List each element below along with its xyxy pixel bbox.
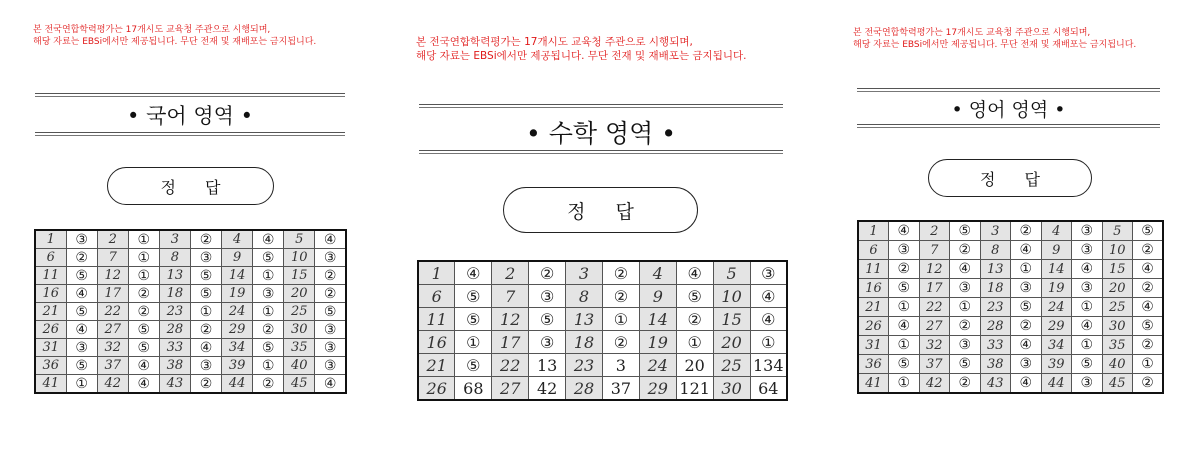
question-number: 10 — [713, 285, 750, 308]
question-number: 45 — [1102, 374, 1133, 394]
question-number: 27 — [97, 321, 128, 339]
answer-value: 20 — [676, 354, 713, 377]
answer-value: ② — [128, 303, 159, 321]
answer-value: ① — [889, 374, 920, 394]
question-number: 2 — [492, 261, 529, 285]
title-rule-top — [35, 93, 345, 97]
answer-value: ① — [253, 267, 284, 285]
answer-value: ② — [950, 317, 981, 336]
title-rule-bottom — [857, 124, 1160, 128]
answer-row — [35, 321, 346, 339]
question-number: 12 — [97, 267, 128, 285]
answer-label-text: 정 답 — [567, 200, 646, 223]
question-number: 25 — [284, 303, 315, 321]
answer-value: ② — [1011, 317, 1042, 336]
question-number: 41 — [35, 375, 66, 394]
question-number: 22 — [492, 354, 529, 377]
question-number: 9 — [1041, 241, 1072, 260]
copyright-notice — [853, 27, 1136, 51]
question-number: 11 — [858, 260, 889, 279]
question-number: 21 — [858, 298, 889, 317]
question-number: 17 — [97, 285, 128, 303]
notice-line-1: 본 전국연합학력평가는 17개시도 교육청 주관으로 시행되며, — [33, 25, 271, 35]
answer-value: 13 — [529, 354, 566, 377]
section-title: • 국어 영역 • — [127, 104, 253, 128]
question-number: 22 — [919, 298, 950, 317]
answer-value: ⑤ — [128, 321, 159, 339]
answer-row — [858, 374, 1163, 394]
english-panel — [820, 0, 1200, 456]
answer-label-text: 정 답 — [980, 169, 1052, 189]
answer-value: ④ — [253, 230, 284, 249]
question-number: 18 — [980, 279, 1011, 298]
question-number: 7 — [492, 285, 529, 308]
question-number: 2 — [97, 230, 128, 249]
answer-value: ⑤ — [455, 308, 492, 331]
answer-value: ④ — [750, 308, 787, 331]
answer-row — [35, 357, 346, 375]
notice-line-1: 본 전국연합학력평가는 17개시도 교육청 주관으로 시행되며, — [853, 28, 1091, 38]
question-number: 1 — [35, 230, 66, 249]
answer-row — [35, 249, 346, 267]
answer-row — [858, 260, 1163, 279]
answer-value: ④ — [750, 285, 787, 308]
answer-value: ③ — [315, 339, 346, 357]
question-number: 3 — [159, 230, 190, 249]
answer-value: ② — [253, 375, 284, 394]
answer-value: ② — [602, 285, 639, 308]
question-number: 6 — [418, 285, 455, 308]
answer-value: ④ — [315, 230, 346, 249]
question-number: 20 — [1102, 279, 1133, 298]
answer-value: ③ — [529, 285, 566, 308]
question-number: 28 — [980, 317, 1011, 336]
answer-value: ① — [253, 303, 284, 321]
question-number: 4 — [639, 261, 676, 285]
question-number: 5 — [713, 261, 750, 285]
question-number: 17 — [919, 279, 950, 298]
question-number: 23 — [566, 354, 603, 377]
question-number: 6 — [35, 249, 66, 267]
answer-row — [418, 377, 787, 401]
korean-panel — [0, 0, 380, 456]
question-number: 42 — [919, 374, 950, 394]
question-number: 4 — [1041, 221, 1072, 241]
question-number: 32 — [97, 339, 128, 357]
question-number: 45 — [284, 375, 315, 394]
answer-value: ③ — [1072, 221, 1103, 241]
question-number: 21 — [35, 303, 66, 321]
question-number: 30 — [1102, 317, 1133, 336]
question-number: 18 — [159, 285, 190, 303]
question-number: 4 — [222, 230, 253, 249]
question-number: 14 — [222, 267, 253, 285]
answer-value: ⑤ — [253, 339, 284, 357]
answer-value: ④ — [1011, 336, 1042, 355]
answer-value: ① — [1011, 260, 1042, 279]
answer-value: 42 — [529, 377, 566, 401]
question-number: 19 — [639, 331, 676, 354]
answer-value: ② — [66, 249, 97, 267]
title-rule-bottom — [35, 132, 345, 136]
answer-value: ④ — [676, 261, 713, 285]
question-number: 8 — [980, 241, 1011, 260]
answer-value: ③ — [950, 279, 981, 298]
notice-line-2: 해당 자료는 EBSi에서만 제공됩니다. 무단 전재 및 재배포는 금지됩니다. — [33, 37, 317, 48]
answer-value: ⑤ — [66, 267, 97, 285]
answer-value: ④ — [1011, 374, 1042, 394]
answer-value: ⑤ — [529, 308, 566, 331]
question-number: 24 — [1041, 298, 1072, 317]
answer-row — [418, 308, 787, 331]
answer-row — [858, 279, 1163, 298]
question-number: 19 — [1041, 279, 1072, 298]
question-number: 25 — [1102, 298, 1133, 317]
question-number: 20 — [284, 285, 315, 303]
question-number: 5 — [284, 230, 315, 249]
answer-value: 3 — [602, 354, 639, 377]
answer-value: ② — [529, 261, 566, 285]
answer-value: ④ — [66, 285, 97, 303]
question-number: 13 — [566, 308, 603, 331]
answer-value: ① — [66, 375, 97, 394]
question-number: 11 — [418, 308, 455, 331]
answer-value: ④ — [1011, 241, 1042, 260]
answer-value: ④ — [66, 321, 97, 339]
question-number: 27 — [919, 317, 950, 336]
answer-row — [418, 354, 787, 377]
answer-value: 68 — [455, 377, 492, 401]
title-rule-top — [857, 88, 1160, 92]
question-number: 35 — [1102, 336, 1133, 355]
question-number: 35 — [284, 339, 315, 357]
question-number: 11 — [35, 267, 66, 285]
answer-value: ③ — [1011, 279, 1042, 298]
question-number: 8 — [566, 285, 603, 308]
question-number: 17 — [492, 331, 529, 354]
question-number: 15 — [284, 267, 315, 285]
answer-value: ① — [1072, 336, 1103, 355]
answer-value: ② — [1133, 336, 1164, 355]
answer-value: ④ — [1072, 317, 1103, 336]
answer-value: ② — [1133, 241, 1164, 260]
notice-line-1: 본 전국연합학력평가는 17개시도 교육청 주관으로 시행되며, — [416, 36, 693, 48]
question-number: 25 — [713, 354, 750, 377]
question-number: 36 — [35, 357, 66, 375]
question-number: 7 — [919, 241, 950, 260]
answer-row — [418, 285, 787, 308]
question-number: 16 — [35, 285, 66, 303]
answer-value: ④ — [889, 317, 920, 336]
answer-value: ② — [315, 267, 346, 285]
question-number: 43 — [980, 374, 1011, 394]
answer-value: ④ — [128, 357, 159, 375]
answer-row — [858, 336, 1163, 355]
question-number: 8 — [159, 249, 190, 267]
question-number: 15 — [713, 308, 750, 331]
question-number: 15 — [1102, 260, 1133, 279]
question-number: 28 — [159, 321, 190, 339]
question-number: 14 — [1041, 260, 1072, 279]
math-panel — [400, 0, 800, 456]
answer-value: ② — [1011, 221, 1042, 241]
question-number: 37 — [97, 357, 128, 375]
answer-value: ③ — [1072, 374, 1103, 394]
answer-value: ③ — [190, 249, 221, 267]
answer-value: ⑤ — [253, 249, 284, 267]
answer-value: ① — [190, 303, 221, 321]
answer-value: ⑤ — [66, 357, 97, 375]
answer-value: 64 — [750, 377, 787, 401]
question-number: 29 — [639, 377, 676, 401]
answer-row — [35, 285, 346, 303]
question-number: 12 — [492, 308, 529, 331]
question-number: 33 — [159, 339, 190, 357]
answer-value: ② — [253, 321, 284, 339]
answer-value: ④ — [889, 221, 920, 241]
answer-value: ② — [1133, 374, 1164, 394]
question-number: 32 — [919, 336, 950, 355]
question-number: 26 — [418, 377, 455, 401]
question-number: 29 — [1041, 317, 1072, 336]
answer-value: ① — [1133, 355, 1164, 374]
section-title: • 영어 영역 • — [951, 99, 1066, 121]
question-number: 37 — [919, 355, 950, 374]
answer-value: 121 — [676, 377, 713, 401]
answer-value: ② — [602, 261, 639, 285]
answer-value: ④ — [315, 375, 346, 394]
answer-value: ② — [676, 308, 713, 331]
answer-value: ① — [128, 230, 159, 249]
question-number: 9 — [222, 249, 253, 267]
answer-value: ② — [950, 374, 981, 394]
answer-value: ③ — [1072, 279, 1103, 298]
question-number: 42 — [97, 375, 128, 394]
question-number: 36 — [858, 355, 889, 374]
answer-label-text: 정 답 — [160, 177, 233, 197]
answer-value: ⑤ — [889, 279, 920, 298]
answer-row — [35, 230, 346, 249]
answer-value: ④ — [1072, 260, 1103, 279]
answer-value: 134 — [750, 354, 787, 377]
question-number: 40 — [1102, 355, 1133, 374]
answer-value: ⑤ — [950, 355, 981, 374]
answer-value: ① — [950, 298, 981, 317]
answer-value: ⑤ — [315, 303, 346, 321]
question-number: 31 — [35, 339, 66, 357]
question-number: 16 — [418, 331, 455, 354]
answer-value: ④ — [1133, 260, 1164, 279]
section-title: • 수학 영역 • — [526, 119, 676, 148]
answer-value: ③ — [950, 336, 981, 355]
question-number: 31 — [858, 336, 889, 355]
answer-value: ③ — [1011, 355, 1042, 374]
answer-value: ① — [676, 331, 713, 354]
answer-value: ⑤ — [1072, 355, 1103, 374]
answer-value: ② — [602, 331, 639, 354]
answer-value: ⑤ — [455, 285, 492, 308]
answer-value: ⑤ — [455, 354, 492, 377]
question-number: 14 — [639, 308, 676, 331]
answer-value: ② — [950, 241, 981, 260]
answer-value: ⑤ — [1011, 298, 1042, 317]
notice-line-2: 해당 자료는 EBSi에서만 제공됩니다. 무단 전재 및 재배포는 금지됩니다. — [416, 50, 747, 63]
question-number: 27 — [492, 377, 529, 401]
question-number: 41 — [858, 374, 889, 394]
notice-line-2: 해당 자료는 EBSi에서만 제공됩니다. 무단 전재 및 재배포는 금지됩니다. — [853, 40, 1137, 51]
question-number: 3 — [566, 261, 603, 285]
answer-value: 37 — [602, 377, 639, 401]
answer-value: ③ — [315, 249, 346, 267]
answer-value: ⑤ — [1133, 317, 1164, 336]
answer-row — [858, 241, 1163, 260]
answer-value: ⑤ — [889, 355, 920, 374]
question-number: 16 — [858, 279, 889, 298]
answer-value: ⑤ — [190, 285, 221, 303]
answer-value: ⑤ — [128, 339, 159, 357]
answer-value: ① — [889, 336, 920, 355]
answer-value: ② — [190, 321, 221, 339]
question-number: 44 — [1041, 374, 1072, 394]
question-number: 10 — [284, 249, 315, 267]
question-number: 30 — [284, 321, 315, 339]
answer-row — [35, 375, 346, 394]
question-number: 26 — [858, 317, 889, 336]
answer-row — [418, 261, 787, 285]
question-number: 23 — [159, 303, 190, 321]
answer-value: ⑤ — [950, 221, 981, 241]
answer-value: ③ — [1072, 241, 1103, 260]
answer-label — [928, 159, 1092, 197]
question-number: 44 — [222, 375, 253, 394]
answer-value: ⑤ — [676, 285, 713, 308]
question-number: 24 — [639, 354, 676, 377]
answer-value: ⑤ — [190, 267, 221, 285]
question-number: 40 — [284, 357, 315, 375]
question-number: 39 — [1041, 355, 1072, 374]
answer-value: ② — [889, 260, 920, 279]
answer-row — [418, 331, 787, 354]
answer-value: ③ — [66, 339, 97, 357]
answer-value: ① — [1072, 298, 1103, 317]
question-number: 20 — [713, 331, 750, 354]
answer-value: ① — [128, 249, 159, 267]
question-number: 34 — [1041, 336, 1072, 355]
question-number: 1 — [418, 261, 455, 285]
question-number: 19 — [222, 285, 253, 303]
question-number: 38 — [980, 355, 1011, 374]
answer-table — [417, 260, 788, 401]
answer-value: ① — [455, 331, 492, 354]
question-number: 18 — [566, 331, 603, 354]
question-number: 29 — [222, 321, 253, 339]
question-number: 28 — [566, 377, 603, 401]
question-number: 30 — [713, 377, 750, 401]
answer-value: ① — [889, 298, 920, 317]
answer-value: ② — [315, 285, 346, 303]
question-number: 10 — [1102, 241, 1133, 260]
question-number: 9 — [639, 285, 676, 308]
answer-value: ③ — [315, 357, 346, 375]
question-number: 43 — [159, 375, 190, 394]
answer-value: ④ — [455, 261, 492, 285]
question-number: 13 — [980, 260, 1011, 279]
copyright-notice — [416, 35, 746, 63]
question-number: 33 — [980, 336, 1011, 355]
question-number: 24 — [222, 303, 253, 321]
answer-value: ⑤ — [66, 303, 97, 321]
answer-value: ③ — [889, 241, 920, 260]
answer-value: ⑤ — [1133, 221, 1164, 241]
answer-label — [107, 167, 274, 205]
answer-row — [858, 317, 1163, 336]
question-number: 39 — [222, 357, 253, 375]
answer-row — [858, 298, 1163, 317]
answer-row — [858, 221, 1163, 241]
answer-value: ① — [602, 308, 639, 331]
question-number: 6 — [858, 241, 889, 260]
question-number: 23 — [980, 298, 1011, 317]
question-number: 2 — [919, 221, 950, 241]
question-number: 7 — [97, 249, 128, 267]
answer-value: ③ — [315, 321, 346, 339]
answer-value: ② — [190, 375, 221, 394]
answer-value: ④ — [1133, 298, 1164, 317]
question-number: 1 — [858, 221, 889, 241]
answer-table — [857, 220, 1164, 394]
answer-value: ① — [750, 331, 787, 354]
question-number: 34 — [222, 339, 253, 357]
question-number: 26 — [35, 321, 66, 339]
question-number: 3 — [980, 221, 1011, 241]
question-number: 12 — [919, 260, 950, 279]
title-rule-bottom — [419, 150, 783, 154]
question-number: 38 — [159, 357, 190, 375]
answer-row — [35, 339, 346, 357]
question-number: 22 — [97, 303, 128, 321]
answer-value: ④ — [128, 375, 159, 394]
question-number: 13 — [159, 267, 190, 285]
answer-value: ④ — [950, 260, 981, 279]
answer-value: ③ — [253, 285, 284, 303]
answer-row — [35, 267, 346, 285]
answer-value: ④ — [190, 339, 221, 357]
answer-value: ③ — [529, 331, 566, 354]
title-rule-top — [419, 104, 783, 108]
answer-value: ③ — [190, 357, 221, 375]
answer-value: ③ — [750, 261, 787, 285]
answer-row — [35, 303, 346, 321]
answer-label — [503, 187, 698, 233]
answer-row — [858, 355, 1163, 374]
question-number: 21 — [418, 354, 455, 377]
question-number: 5 — [1102, 221, 1133, 241]
answer-value: ② — [128, 285, 159, 303]
answer-value: ① — [253, 357, 284, 375]
answer-value: ② — [1133, 279, 1164, 298]
answer-value: ② — [190, 230, 221, 249]
answer-value: ① — [128, 267, 159, 285]
answer-value: ③ — [66, 230, 97, 249]
copyright-notice — [33, 24, 316, 48]
answer-table — [34, 229, 347, 394]
